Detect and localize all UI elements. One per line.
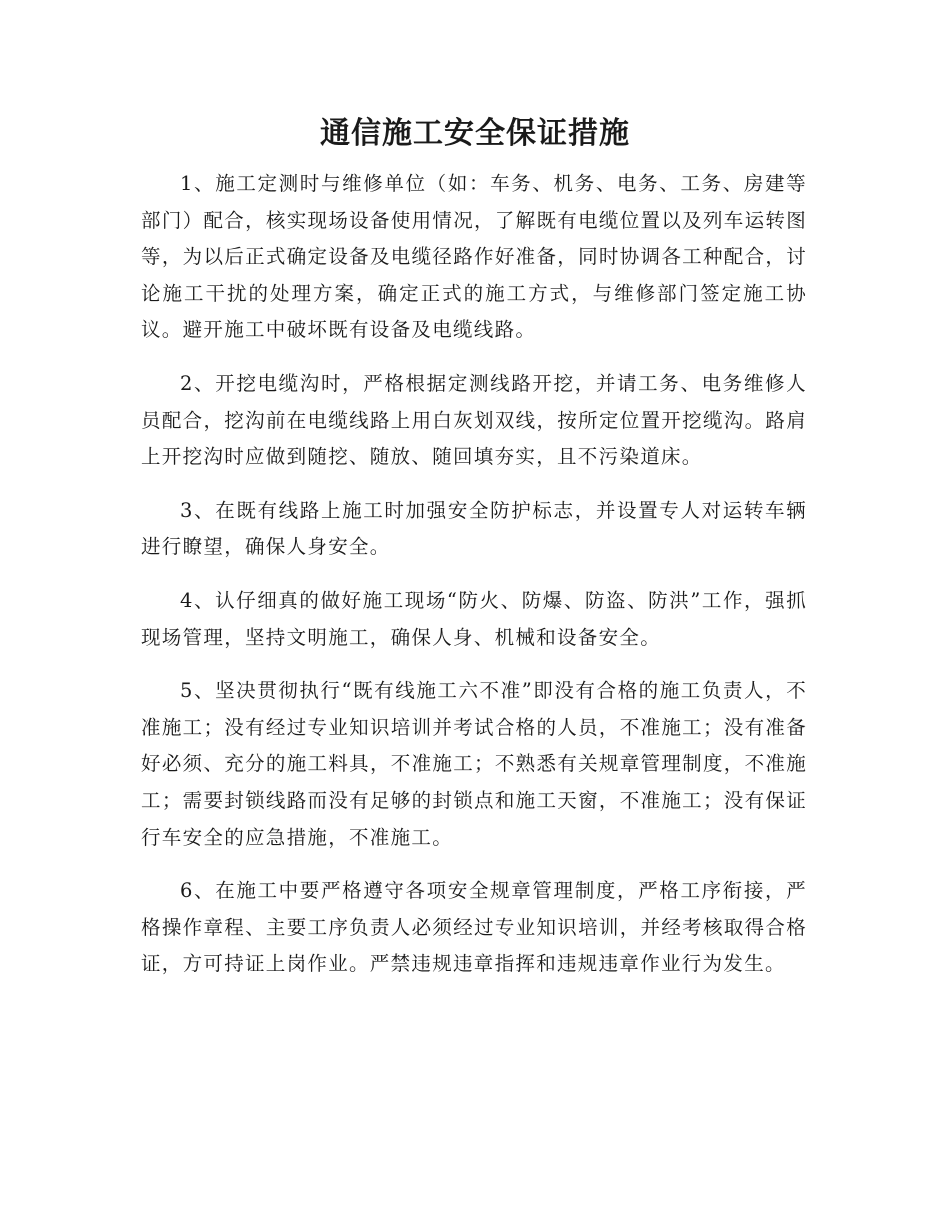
paragraph-5: 5、坚决贯彻执行“既有线施工六不准”即没有合格的施工负责人，不准施工；没有经过专业知识培训并考试合格的人员，不准施工；没有准备好必须、充分的施工料具，不准施工；不熟悉有关规章管理制度，不准施工；需要封锁线路而没有足够的封锁点和施工天窗，不准施工；没有保证行车安全的应急措施，不准施工。 — [141, 679, 807, 849]
paragraph-2: 2、开挖电缆沟时，严格根据定测线路开挖，并请工务、电务维修人员配合，挖沟前在电缆线路上用白灰划双线，按所定位置开挖缆沟。路肩上开挖沟时应做到随挖、随放、随回填夯实，且不污染道床。 — [141, 371, 807, 469]
paragraph-6: 6、在施工中要严格遵守各项安全规章管理制度，严格工序衔接，严格操作章程、主要工序负责人必须经过专业知识培训，并经考核取得合格证，方可持证上岗作业。严禁违规违章指挥和违规违章作业行为发生。 — [141, 879, 807, 976]
paragraph-3: 3、在既有线路上施工时加强安全防护标志，并设置专人对运转车辆进行瞭望，确保人身安全。 — [141, 498, 807, 559]
paragraph-1: 1、施工定测时与维修单位（如：车务、机务、电务、工务、房建等部门）配合，核实现场设备使用情况，了解既有电缆位置以及列车运转图等，为以后正式确定设备及电缆径路作好准备，同时协调各工种配合，讨论施工干扰的处理方案，确定正式的施工方式，与维修部门签定施工协议。避开施工中破坏既有设备及电缆线路。 — [141, 172, 807, 342]
document-title: 通信施工安全保证措施 — [320, 116, 630, 151]
document-body — [141, 166, 807, 983]
paragraph-4: 4、认仔细真的做好施工现场“防火、防爆、防盗、防洪”工作，强抓现场管理，坚持文明施工，确保人身、机械和设备安全。 — [141, 588, 807, 649]
